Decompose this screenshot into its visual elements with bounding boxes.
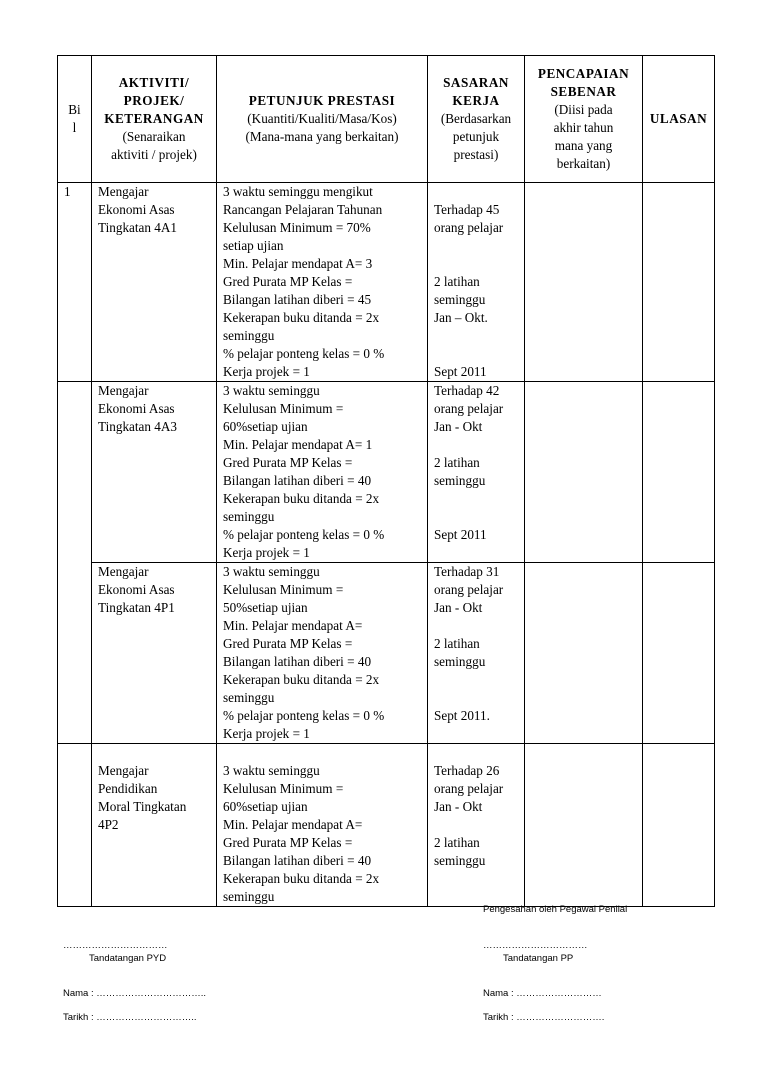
row-pencapaian bbox=[525, 183, 643, 382]
nama-field-pyd: Nama : …………………………….. bbox=[63, 988, 207, 999]
signature-line-pp: …………………………… bbox=[483, 940, 588, 951]
tarikh-field-pp: Tarikh : ………………………. bbox=[483, 1012, 605, 1023]
row-bil: 1 bbox=[58, 183, 92, 382]
row-ulasan bbox=[643, 563, 715, 744]
header-bil: Bi l bbox=[58, 56, 92, 183]
tandatangan-pp-label: Tandatangan PP bbox=[503, 953, 574, 964]
table-row bbox=[58, 744, 715, 907]
header-ulasan: ULASAN bbox=[643, 56, 715, 183]
tarikh-field-pyd: Tarikh : ………………………….. bbox=[63, 1012, 197, 1023]
tandatangan-pyd-label: Tandatangan PYD bbox=[89, 953, 167, 964]
row-aktiviti: Mengajar Ekonomi Asas Tingkatan 4A1 bbox=[92, 183, 217, 382]
row-bil bbox=[58, 744, 92, 907]
row-petunjuk: 3 waktu seminggu Kelulusan Minimum = 60%setiap ujian Min. Pelajar mendapat A= Gred Purata MP Kelas = Bilangan latihan diberi = 40 Kekerapan buku ditanda = 2x seminggu bbox=[217, 744, 428, 907]
activity-table bbox=[57, 55, 715, 907]
signature-line-pyd: …………………………… bbox=[63, 940, 168, 951]
row-ulasan bbox=[643, 744, 715, 907]
table-row bbox=[58, 382, 715, 563]
row-ulasan bbox=[643, 183, 715, 382]
table-row bbox=[58, 563, 715, 744]
row-aktiviti: Mengajar Pendidikan Moral Tingkatan 4P2 bbox=[92, 744, 217, 907]
header-sasaran: SASARAN KERJA (Berdasarkan petunjuk prestasi) bbox=[428, 56, 525, 183]
row-sasaran: Terhadap 45 orang pelajar 2 latihan seminggu Jan – Okt. Sept 2011 bbox=[428, 183, 525, 382]
header-pencapaian: PENCAPAIAN SEBENAR (Diisi pada akhir tahun mana yang berkaitan) bbox=[525, 56, 643, 183]
table-header-row bbox=[58, 56, 715, 183]
header-petunjuk: PETUNJUK PRESTASI (Kuantiti/Kualiti/Masa/Kos) (Mana-mana yang berkaitan) bbox=[217, 56, 428, 183]
row-bil bbox=[58, 382, 92, 563]
row-ulasan bbox=[643, 382, 715, 563]
row-bil bbox=[58, 563, 92, 744]
row-sasaran: Terhadap 42 orang pelajar Jan - Okt 2 latihan seminggu Sept 2011 bbox=[428, 382, 525, 563]
row-pencapaian bbox=[525, 563, 643, 744]
row-aktiviti: Mengajar Ekonomi Asas Tingkatan 4P1 bbox=[92, 563, 217, 744]
table-row bbox=[58, 183, 715, 382]
row-petunjuk: 3 waktu seminggu mengikut Rancangan Pelajaran Tahunan Kelulusan Minimum = 70% setiap ujian Min. Pelajar mendapat A= 3 Gred Purata MP Kelas = Bilangan latihan diberi = 45 Kekerapan buku ditanda = 2x seminggu % pelajar ponteng kelas = 0 % Kerja projek = 1 bbox=[217, 183, 428, 382]
header-aktiviti: AKTIVITI/ PROJEK/ KETERANGAN (Senaraikan aktiviti / projek) bbox=[92, 56, 217, 183]
row-petunjuk: 3 waktu seminggu Kelulusan Minimum = 60%setiap ujian Min. Pelajar mendapat A= 1 Gred Purata MP Kelas = Bilangan latihan diberi = 40 Kekerapan buku ditanda = 2x seminggu % pelajar ponteng kelas = 0 % Kerja projek = 1 bbox=[217, 382, 428, 563]
nama-field-pp: Nama : ……………………… bbox=[483, 988, 602, 999]
row-sasaran: Terhadap 31 orang pelajar Jan - Okt 2 latihan seminggu Sept 2011. bbox=[428, 563, 525, 744]
pengesahan-label: Pengesahan oleh Pegawai Penilai bbox=[483, 904, 628, 915]
row-petunjuk: 3 waktu seminggu Kelulusan Minimum = 50%setiap ujian Min. Pelajar mendapat A= Gred Purata MP Kelas = Bilangan latihan diberi = 40 Kekerapan buku ditanda = 2x seminggu % pelajar ponteng kelas = 0 % Kerja projek = 1 bbox=[217, 563, 428, 744]
row-pencapaian bbox=[525, 382, 643, 563]
row-pencapaian bbox=[525, 744, 643, 907]
row-sasaran: Terhadap 26 orang pelajar Jan - Okt 2 latihan seminggu bbox=[428, 744, 525, 907]
row-aktiviti: Mengajar Ekonomi Asas Tingkatan 4A3 bbox=[92, 382, 217, 563]
